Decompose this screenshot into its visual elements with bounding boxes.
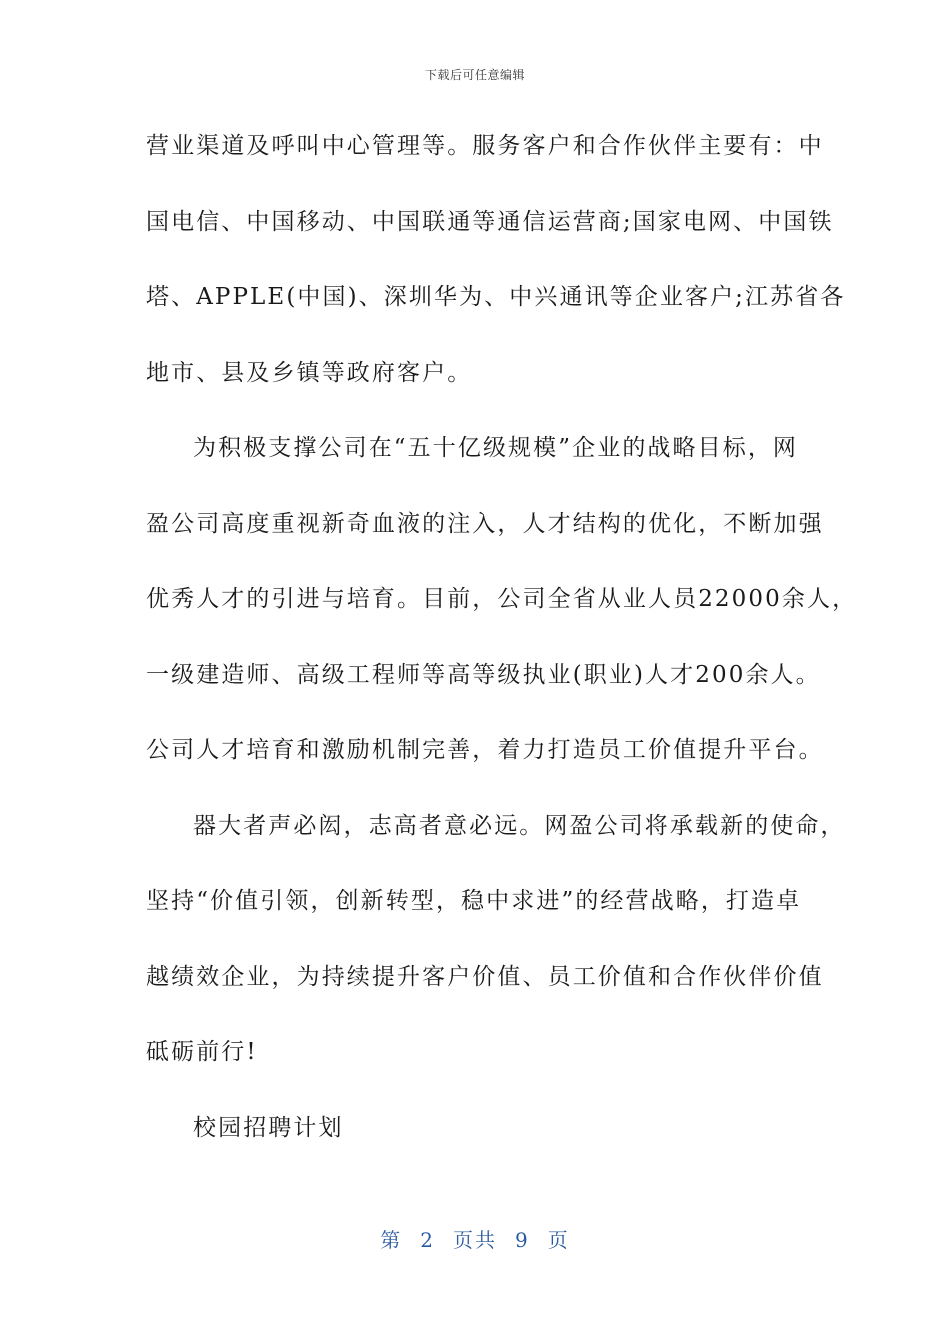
text-line: 砥砺前行! [146,1039,258,1065]
paragraph-first-line: 器大者声必闳，志高者意必远。网盈公司将承载新的使命， [193,812,846,839]
footer-middle: 页共 [453,1228,497,1252]
text-line: 越绩效企业，为持续提升客户价值、员工价值和合作伙伴价值 [146,963,824,990]
text-line: 优秀人才的引进与培育。目前，公司全省从业人员22000余人， [146,586,858,612]
section-heading: 校园招聘计划 [193,1114,344,1141]
text-line: 一级建造师、高级工程师等高等级执业(职业)人才200余人。 [146,661,821,688]
text-line: 塔、APPLE(中国)、深圳华为、中兴通讯等企业客户;江苏省各 [146,284,846,310]
footer-suffix: 页 [547,1228,570,1252]
page-number: 2 [420,1228,435,1252]
text-line: 公司人才培育和激励机制完善，着力打造员工价值提升平台。 [146,737,824,763]
footer-prefix: 第 [380,1228,403,1252]
text-line: 营业渠道及呼叫中心管理等。服务客户和合作伙伴主要有：中 [146,133,824,159]
text-line: 地市、县及乡镇等政府客户。 [146,359,473,386]
page-total: 9 [515,1228,530,1252]
document-body [146,121,858,1178]
page-footer [0,1224,950,1253]
text-line: 国电信、中国移动、中国联通等通信运营商;国家电网、中国铁 [146,208,834,235]
paragraph-first-line: 为积极支撑公司在“五十亿级规模”企业的战略目标，网 [193,435,799,461]
text-line: 坚持“价值引领，创新转型，稳中求进”的经营战略，打造卓 [146,888,802,914]
header-note: 下载后可任意编辑 [424,68,525,82]
text-line: 盈公司高度重视新奇血液的注入，人才结构的优化，不断加强 [146,510,824,537]
